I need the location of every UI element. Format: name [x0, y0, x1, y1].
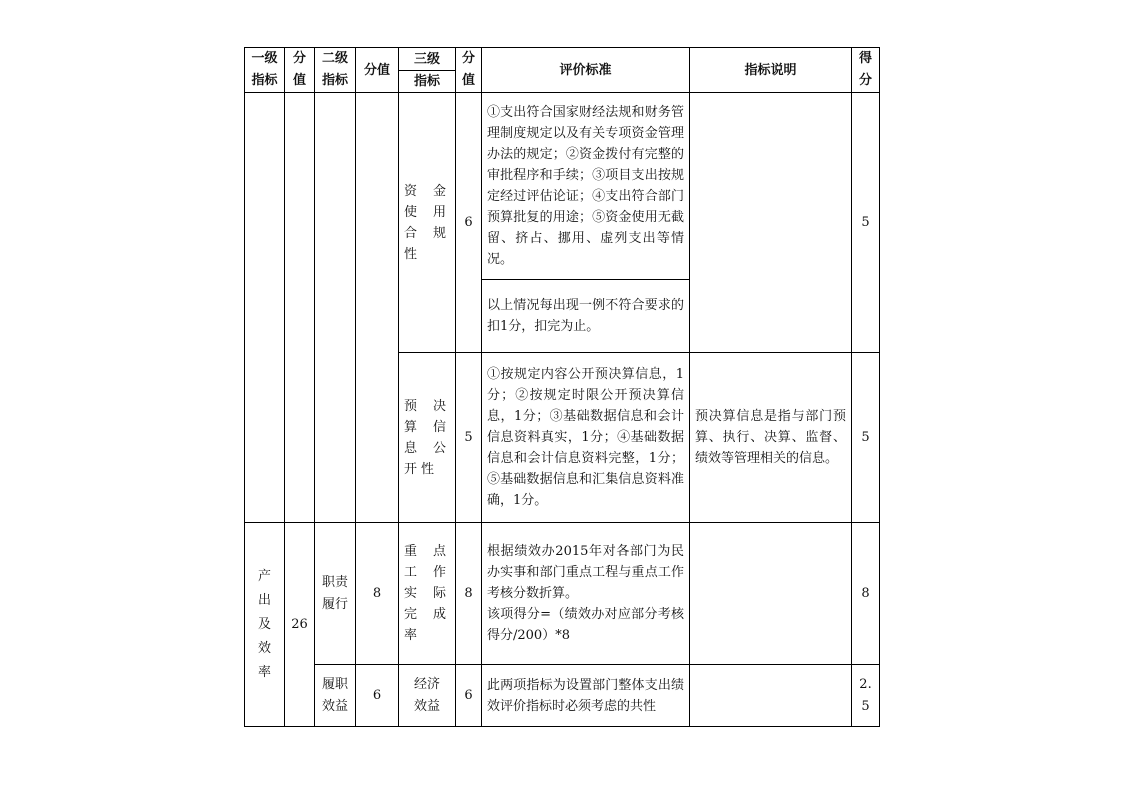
header-description: 指标说明: [690, 48, 852, 93]
header-level1: 一级指标: [245, 48, 285, 93]
description-cell: [690, 523, 852, 665]
score2-cell-empty: [356, 93, 399, 523]
level3-cell: 重点工作实际完成率: [399, 523, 456, 665]
header-criteria: 评价标准: [482, 48, 690, 93]
criteria-cell: 此两项指标为设置部门整体支出绩效评价指标时必须考虑的共性: [482, 665, 690, 727]
criteria-cell: [482, 523, 690, 665]
header-level3-top: 三级: [399, 48, 456, 71]
level2-cell: 职责履行: [315, 523, 356, 665]
score3-cell: 6: [456, 93, 482, 353]
result-cell: 5: [852, 93, 880, 353]
score3-cell: 6: [456, 665, 482, 727]
score3-cell: 5: [456, 353, 482, 523]
level3-cell: 经济效益: [399, 665, 456, 727]
header-result: 得分: [852, 48, 880, 93]
criteria-cell: ①支出符合国家财经法规和财务管理制度规定以及有关专项资金管理办法的规定；②资金拨付有完整的审批程序和手续；③项目支出按规定经过评估论证；④支出符合部门预算批复的用途；⑤资金使用无截留、挤占、挪用、虚列支出等情况。: [482, 93, 690, 280]
level1-cell: 产出及效率: [245, 523, 285, 727]
header-level3-bottom: 指标: [399, 71, 456, 93]
score3-cell: 8: [456, 523, 482, 665]
criteria-text: 根据绩效办2015年对各部门为民办实事和部门重点工程与重点工作考核分数折算。: [487, 544, 684, 601]
description-cell: [690, 665, 852, 727]
level2-cell: 履职效益: [315, 665, 356, 727]
score2-cell: 8: [356, 523, 399, 665]
header-level2: 二级指标: [315, 48, 356, 93]
level3-cell: 预决算信息公开性: [399, 353, 456, 523]
level1-cell-empty: [245, 93, 285, 523]
header-score1: 分值: [285, 48, 315, 93]
header-score2: 分值: [356, 48, 399, 93]
score1-cell-empty: [285, 93, 315, 523]
level3-cell: 资金使用合规性: [399, 93, 456, 353]
result-cell: 2.5: [852, 665, 880, 727]
header-score3: 分值: [456, 48, 482, 93]
criteria-note-cell: 以上情况每出现一例不符合要求的扣1分，扣完为止。: [482, 280, 690, 353]
criteria-cell: ①按规定内容公开预决算信息，1分；②按规定时限公开预决算信息，1分；③基础数据信息和会计信息资料真实，1分；④基础数据信息和会计信息资料完整，1分；⑤基础数据信息和汇集信息资料准确，1分。: [482, 353, 690, 523]
description-cell: 预决算信息是指与部门预算、执行、决算、监督、绩效等管理相关的信息。: [690, 353, 852, 523]
score2-cell: 6: [356, 665, 399, 727]
evaluation-table: [244, 47, 880, 727]
criteria-formula: 该项得分=（绩效办对应部分考核得分/200）*8: [487, 607, 684, 643]
score1-cell: 26: [285, 523, 315, 727]
description-cell: [690, 93, 852, 353]
result-cell: 8: [852, 523, 880, 665]
result-cell: 5: [852, 353, 880, 523]
level2-cell-empty: [315, 93, 356, 523]
